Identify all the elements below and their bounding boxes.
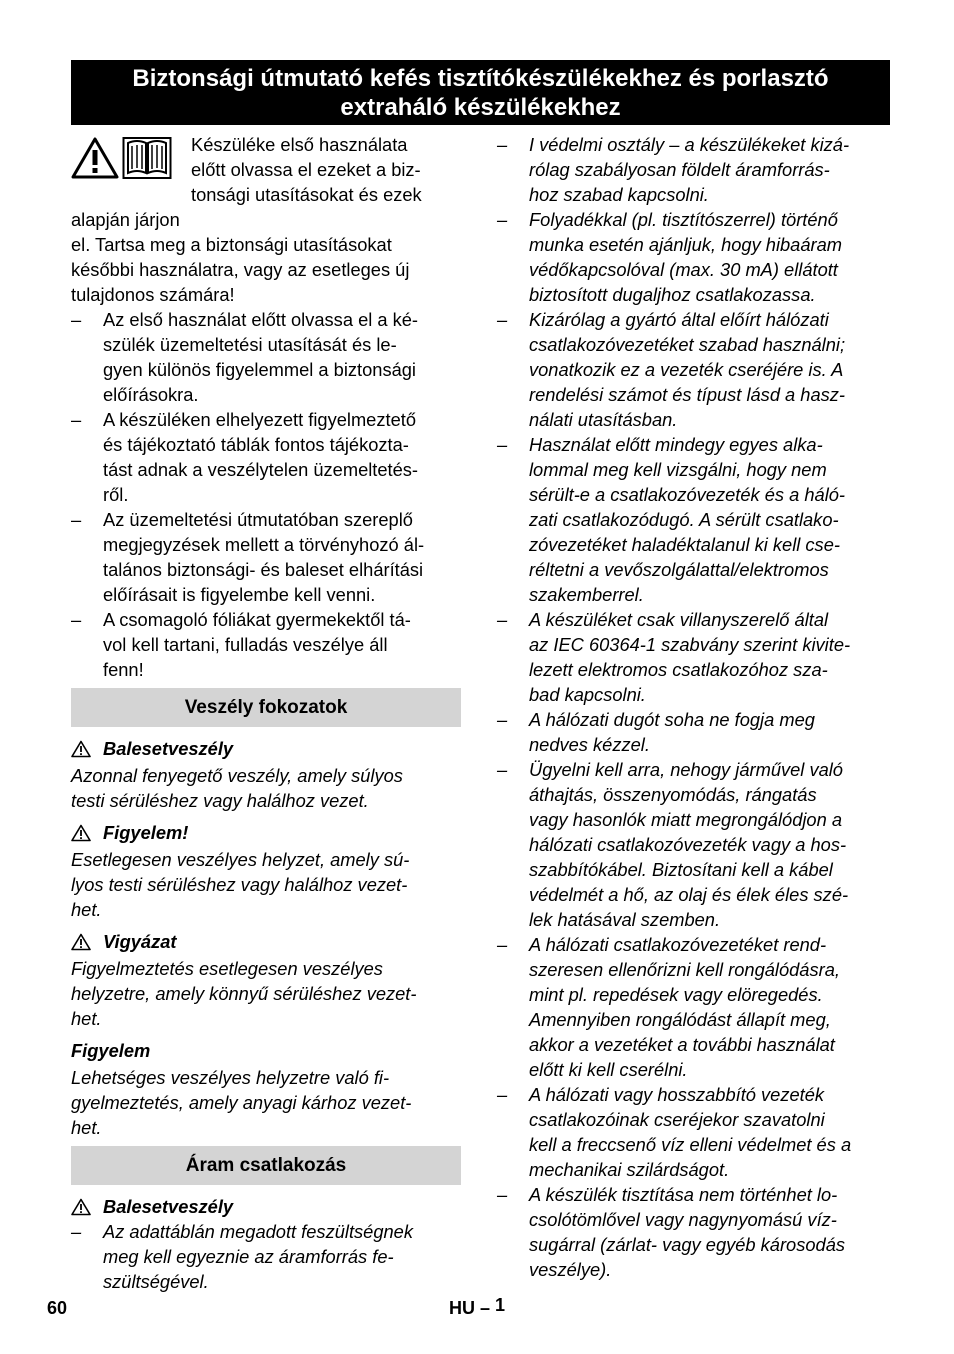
- bullet-dash: –: [71, 309, 82, 330]
- bullet-line: A készüléken elhelyezett figyelmeztető: [103, 409, 416, 430]
- bullet-dash: –: [71, 409, 82, 430]
- page-title: [71, 60, 890, 125]
- bullet-dash: –: [497, 209, 508, 230]
- bullet-text: [529, 607, 890, 707]
- danger-level-heading: [71, 1038, 461, 1063]
- bullet-dash: –: [497, 309, 508, 330]
- bullet-line: munka esetén ajánljuk, hogy hibaáram: [529, 234, 843, 255]
- footer-lang: HU: [449, 1298, 475, 1318]
- title-line-2: extraháló készülékekhez: [340, 93, 621, 121]
- bullet-line: gyen különös figyelemmel a biztonsági: [103, 359, 416, 380]
- bullet-line: védőkapcsolóval (max. 30 mA) ellátott: [529, 259, 838, 280]
- bullet-line: biztosított dugaljhoz csatlakozassa.: [529, 284, 816, 305]
- bullet-item: [497, 757, 890, 932]
- bullet-text: [529, 1082, 890, 1182]
- intro-line: tonsági utasításokat és ezek alapján járjon: [71, 184, 422, 230]
- bullet-line: zati csatlakozódugó. A sérült csatlako-: [529, 509, 839, 530]
- description-line: testi sérüléshez vagy halálhoz vezet.: [71, 790, 369, 811]
- bullet-item: [497, 307, 890, 432]
- bullet-line: mechanikai szilárdságot.: [529, 1159, 730, 1180]
- bullet-dash: –: [497, 609, 508, 630]
- bullet-line: nedves kézzel.: [529, 734, 650, 755]
- left-bullet-list: [71, 307, 461, 682]
- bullet-item: [497, 932, 890, 1082]
- bullet-line: sérült-e a csatlakozóvezeték és a háló-: [529, 484, 846, 505]
- left-column: [71, 132, 461, 1294]
- bullet-line: kell a freccsenő víz elleni védelmet és a: [529, 1134, 852, 1155]
- bullet-text: [529, 707, 890, 757]
- danger-level-description: [71, 847, 461, 922]
- bullet-line: A készüléket csak villanyszerelő által: [529, 609, 829, 630]
- bullet-line: lezett elektromos csatlakozóhoz sza-: [529, 659, 828, 680]
- description-line: het.: [71, 1008, 102, 1029]
- warning-triangle-icon: [71, 933, 91, 951]
- danger-level-description: [71, 763, 461, 813]
- description-line: Lehetséges veszélyes helyzetre való fi-: [71, 1067, 390, 1088]
- description-line: Esetlegesen veszélyes helyzet, amely sú-: [71, 849, 410, 870]
- bullet-line: vonatkozik ez a vezeték cseréjére is. A: [529, 359, 844, 380]
- bullet-line: Amennyiben rongálódást állapít meg,: [529, 1009, 831, 1030]
- bullet-line: szakemberrel.: [529, 584, 644, 605]
- bullet-line: szeresen ellenőrizni kell rongálódásra,: [529, 959, 840, 980]
- power-level-heading: [71, 1194, 461, 1219]
- bullet-item: [71, 607, 461, 682]
- bullet-line: lek hatásával szemben.: [529, 909, 721, 930]
- intro-line: Készüléke első használata: [191, 134, 408, 155]
- bullet-line: I védelmi osztály – a készülékeket kizá-: [529, 134, 850, 155]
- bullet-line: akkor a vezetéket a további használat: [529, 1034, 835, 1055]
- bullet-text: [103, 1219, 461, 1294]
- bullet-item: [71, 507, 461, 607]
- intro-line: későbbi használatra, vagy az esetleges új: [71, 259, 410, 280]
- bullet-line: tást adnak a veszélytelen üzemeltetés-: [103, 459, 419, 480]
- bullet-line: vagy hasonlók miatt megrongálódjon a: [529, 809, 843, 830]
- bullet-line: előírásait is figyelembe kell venni.: [103, 584, 376, 605]
- bullet-item: [497, 1182, 890, 1282]
- bullet-text: [529, 932, 890, 1082]
- bullet-line: A hálózati csatlakozóvezetéket rend-: [529, 934, 827, 955]
- bullet-dash: –: [497, 434, 508, 455]
- bullet-line: csatlakozóvezetéket szabad használni;: [529, 334, 846, 355]
- bullet-line: és tájékoztató táblák fontos tájékozta-: [103, 434, 409, 455]
- warning-triangle-icon: [71, 1198, 91, 1216]
- bullet-line: talános biztonsági- és baleset elhárítási: [103, 559, 424, 580]
- bullet-line: meg kell egyeznie az áramforrás fe-: [103, 1246, 394, 1267]
- bullet-line: Az adattáblán megadott feszültségnek: [103, 1221, 413, 1242]
- right-column: [497, 132, 890, 1282]
- bullet-line: lommal meg kell vizsgálni, hogy nem: [529, 459, 827, 480]
- bullet-text: [103, 607, 461, 682]
- title-line-1: Biztonsági útmutató kefés tisztítókészülékekhez és porlasztó: [132, 64, 829, 92]
- intro-paragraph: [71, 132, 461, 307]
- bullet-item: [71, 307, 461, 407]
- manual-book-icon: [122, 136, 172, 180]
- bullet-line: Ügyelni kell arra, nehogy járművel való: [529, 759, 843, 780]
- bullet-line: A hálózati vagy hosszabbító vezeték: [529, 1084, 825, 1105]
- footer-lang-page: 1: [495, 1295, 506, 1315]
- bullet-line: szülék üzemeltetési utasítását és le-: [103, 334, 397, 355]
- bullet-dash: –: [497, 759, 508, 780]
- bullet-line: csatlakozóinak cseréjekor szavatolni: [529, 1109, 825, 1130]
- bullet-line: A csomagoló fóliákat gyermekektől tá-: [103, 609, 411, 630]
- description-line: het.: [71, 1117, 102, 1138]
- bullet-item: [497, 207, 890, 307]
- bullet-line: A hálózati dugót soha ne fogja meg: [529, 709, 815, 730]
- page-number: 60: [47, 1298, 68, 1318]
- bullet-dash: –: [71, 609, 82, 630]
- level-label: Balesetveszély: [103, 1196, 234, 1217]
- bullet-line: A készülék tisztítása nem történhet lo-: [529, 1184, 838, 1205]
- bullet-line: rólag szabályosan földelt áramforrás-: [529, 159, 830, 180]
- intro-line: el. Tartsa meg a biztonsági utasításokat: [71, 234, 392, 255]
- footer-language-page: [449, 1295, 506, 1319]
- description-line: lyos testi sérüléshez vagy halálhoz vezet-: [71, 874, 408, 895]
- danger-level-heading: [71, 929, 461, 954]
- level-label: Figyelem!: [103, 822, 189, 843]
- level-label: Figyelem: [71, 1040, 151, 1061]
- bullet-item: [71, 1219, 461, 1294]
- bullet-text: [529, 207, 890, 307]
- bullet-text: [529, 432, 890, 607]
- bullet-item: [497, 432, 890, 607]
- bullet-item: [71, 407, 461, 507]
- bullet-line: Az üzemeltetési útmutatóban szereplő: [103, 509, 413, 530]
- bullet-line: védelmét a hő, az olaj és élek éles szé-: [529, 884, 849, 905]
- bullet-line: mint pl. repedések vagy elöregedés.: [529, 984, 823, 1005]
- danger-levels-list: [71, 736, 461, 1140]
- bullet-line: szabbítókábel. Biztosítani kell a kábel: [529, 859, 833, 880]
- danger-level-description: [71, 956, 461, 1031]
- bullet-line: Kizárólag a gyártó által előírt hálózati: [529, 309, 829, 330]
- footer-sep: –: [480, 1298, 491, 1318]
- bullet-dash: –: [497, 134, 508, 155]
- bullet-dash: –: [71, 1221, 82, 1242]
- bullet-dash: –: [497, 1084, 508, 1105]
- bullet-item: [497, 132, 890, 207]
- bullet-dash: –: [497, 934, 508, 955]
- intro-line: tulajdonos számára!: [71, 284, 235, 305]
- bullet-dash: –: [497, 709, 508, 730]
- bullet-line: az IEC 60364-1 szabvány szerint kivite-: [529, 634, 851, 655]
- bullet-item: [497, 607, 890, 707]
- bullet-line: bad kapcsolni.: [529, 684, 646, 705]
- bullet-text: [103, 407, 461, 507]
- bullet-line: csolótömlővel vagy nagynyomású víz-: [529, 1209, 837, 1230]
- danger-level-heading: [71, 820, 461, 845]
- bullet-line: vol kell tartani, fulladás veszélye áll: [103, 634, 388, 655]
- bullet-line: Használat előtt mindegy egyes alka-: [529, 434, 823, 455]
- bullet-line: fenn!: [103, 659, 144, 680]
- bullet-text: [529, 132, 890, 207]
- bullet-line: előírásokra.: [103, 384, 199, 405]
- bullet-text: [529, 307, 890, 432]
- bullet-line: rendelési számot és típust lásd a hasz-: [529, 384, 846, 405]
- bullet-line: előtt ki kell cserélni.: [529, 1059, 688, 1080]
- description-line: Figyelmeztetés esetlegesen veszélyes: [71, 958, 383, 979]
- description-line: Azonnal fenyegető veszély, amely súlyos: [71, 765, 403, 786]
- intro-icons: [71, 136, 187, 184]
- bullet-text: [103, 307, 461, 407]
- bullet-line: sugárral (zárlat- vagy egyéb károsodás: [529, 1234, 846, 1255]
- bullet-line: megjegyzések mellett a törvényhozó ál-: [103, 534, 425, 555]
- bullet-line: Folyadékkal (pl. tisztítószerrel) történő: [529, 209, 838, 230]
- bullet-line: szültségével.: [103, 1271, 209, 1292]
- bullet-line: veszélye).: [529, 1259, 612, 1280]
- bullet-line: Az első használat előtt olvassa el a ké-: [103, 309, 419, 330]
- bullet-dash: –: [497, 1184, 508, 1205]
- bullet-text: [103, 507, 461, 607]
- description-line: het.: [71, 899, 102, 920]
- section-heading-danger-levels: Veszély fokozatok: [71, 688, 461, 727]
- bullet-line: áthajtás, összenyomódás, rángatás: [529, 784, 817, 805]
- bullet-line: zóvezetéket haladéktalanul ki kell cse-: [529, 534, 840, 555]
- level-label: Balesetveszély: [103, 738, 234, 759]
- description-line: helyzetre, amely könnyű sérüléshez vezet-: [71, 983, 417, 1004]
- bullet-line: hálózati csatlakozóvezeték vagy a hos-: [529, 834, 847, 855]
- level-label: Vigyázat: [103, 931, 177, 952]
- bullet-item: [497, 1082, 890, 1182]
- danger-level-description: [71, 1065, 461, 1140]
- danger-level-heading: [71, 736, 461, 761]
- bullet-text: [529, 1182, 890, 1282]
- description-line: gyelmeztetés, amely anyagi kárhoz vezet-: [71, 1092, 412, 1113]
- bullet-text: [529, 757, 890, 932]
- bullet-line: hoz szabad kapcsolni.: [529, 184, 709, 205]
- bullet-dash: –: [71, 509, 82, 530]
- warning-triangle-icon: [71, 740, 91, 758]
- bullet-line: réltetni a vevőszolgálattal/elektromos: [529, 559, 829, 580]
- bullet-line: ről.: [103, 484, 129, 505]
- warning-triangle-icon: [71, 136, 119, 180]
- right-bullet-list: [497, 132, 890, 1282]
- intro-line: előtt olvassa el ezeket a biz-: [191, 159, 421, 180]
- bullet-line: nálati utasításban.: [529, 409, 678, 430]
- bullet-item: [497, 707, 890, 757]
- warning-triangle-icon: [71, 824, 91, 842]
- power-bullet-list: [71, 1219, 461, 1294]
- section-heading-power: Áram csatlakozás: [71, 1146, 461, 1185]
